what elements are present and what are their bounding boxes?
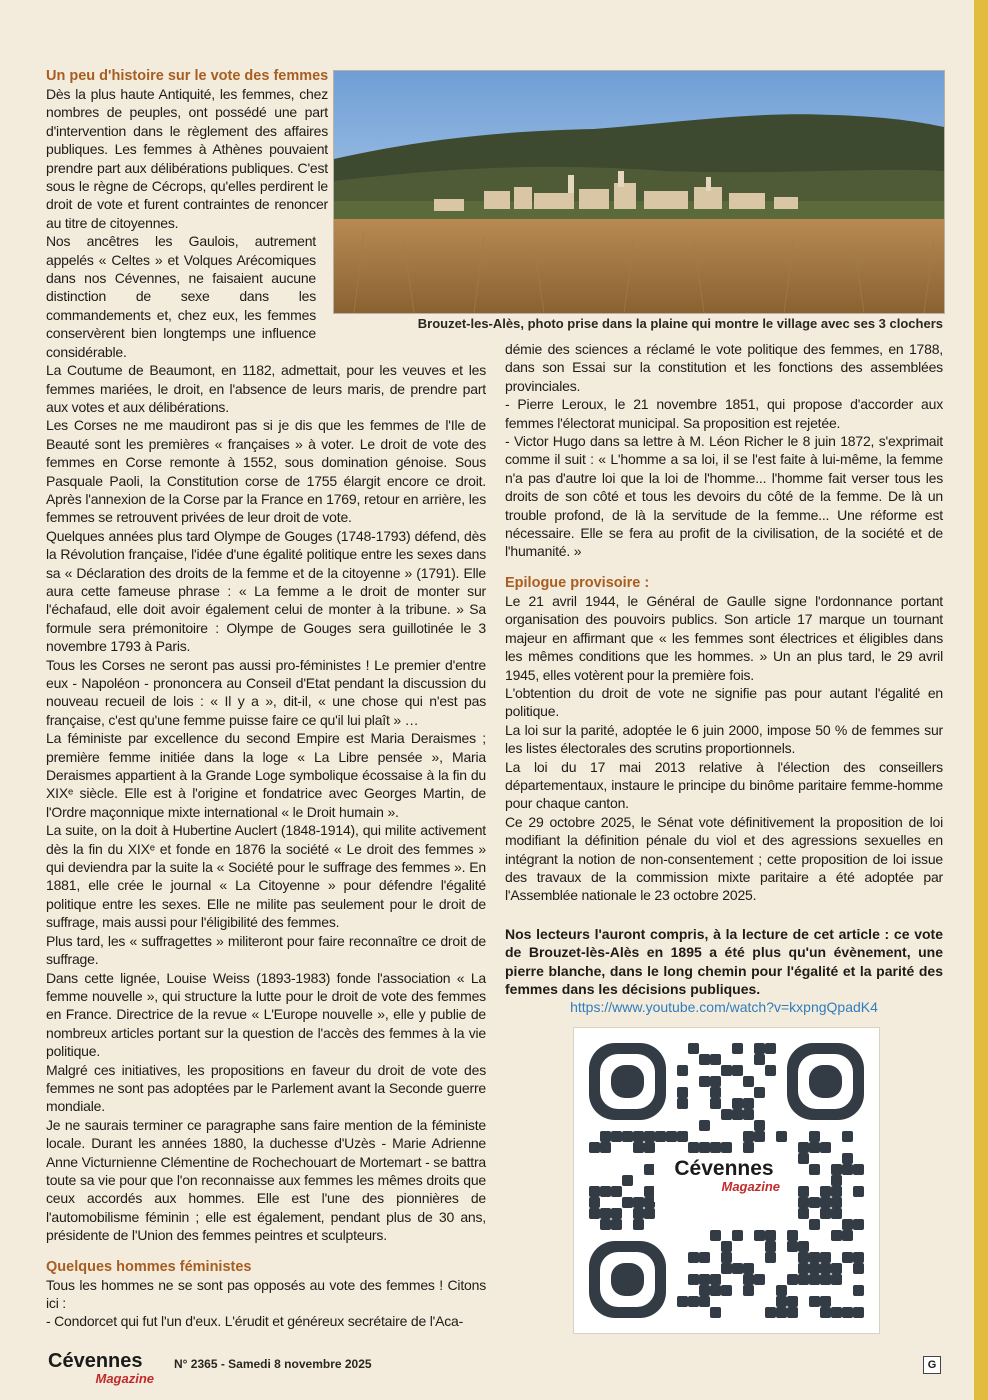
paragraph: Dès la plus haute Antiquité, les femmes, chez nombres de peuples, ont possédé une part d'intervention dans le règlement des affaires publiques. Les femmes à Athènes pouvaient prendre part aux délibérations publiques. C'est sous le règne de Cécrops, qu'elles perdirent le droit de vote et furent contraintes de renoncer au titre de citoyennes. <box>46 86 328 231</box>
qr-logo-name: Cévennes <box>674 1157 774 1180</box>
qr-logo-sub: Magazine <box>721 1179 780 1194</box>
paragraph: Les Corses ne me maudiront pas si je dis que les femmes de l'Ile de Beauté sont les premières « françaises » à voter. Le droit de vote des femmes en Corse remonte à 1552, sous domination génoise. Sous Pasquale Paoli, la Constitution corse de 1755 élargit encore ce droit. Après l'annexion de la Corse par la France en 1769, retour en arrière, les femmes se retrouvent privées de leur droit de vote. <box>46 417 486 526</box>
paragraph: Quelques années plus tard Olympe de Gouges (1748-1793) défend, dès la Révolution française, l'idée d'une égalité politique entre les sexes dans sa « Déclaration des droits de la femme et de la citoyenne » (1791). Elle aura cette fameuse phrase : « La femme a le droit de monter sur l'échafaud, elle doit avoir également celui de monter à la tribune. » Sa formule sera prémonitoire : Olympe de Gouges sera guillotinée le 3 novembre 1793 à Paris. <box>46 527 486 655</box>
paragraph: La Coutume de Beaumont, en 1182, admettait, pour les veuves et les femmes mariées, le droit, en l'absence de leurs maris, de prendre part aux votes et aux délibérations. <box>46 362 486 415</box>
paragraph: La loi du 17 mai 2013 relative à l'élection des conseillers départementaux, instaure le principe du binôme paritaire femme-homme pour chaque canton. <box>505 758 943 812</box>
section-heading-epilogue: Epilogue provisoire : <box>505 574 650 591</box>
paragraph: La féministe par excellence du second Empire est Maria Deraismes ; première femme initiée dans la loge « La Libre pensée », Maria Deraismes appartient à la Grande Loge symbolique écossaise à la fin du XIXᵉ siècle. Elle est à l'origine et fondatrice avec Georges Martin, de l'Ordre maçonnique mixte international « le Droit humain ». <box>46 730 486 820</box>
footer-logo <box>48 1350 160 1384</box>
village-photo <box>333 70 945 314</box>
paragraph: Dans cette lignée, Louise Weiss (1893-1983) fonde l'association « La femme nouvelle », qui structure la lutte pour le droit de vote des femmes en France. Directrice de la revue « L'Europe nouvelle », elle y publie de nombreux articles portant sur la question de l'accès des femmes à la vie politique. <box>46 969 486 1060</box>
paragraph: La suite, on la doit à Hubertine Auclert (1848-1914), qui milite activement dès la fin du XIXᵉ et fonde en 1876 la société « Le droit des femmes » qui deviendra par la suite la « Société pour le suffrage des femmes ». En 1881, elle crée le journal « La Citoyenne » pour défendre l'égalité politique entre les sexes. Elle ne milite pas seulement pour le droit de suffrage, mais aussi pour l'éligibilité des femmes. <box>46 822 486 931</box>
paragraph: La loi sur la parité, adoptée le 6 juin 2000, impose 50 % de femmes sur les listes électorales des scrutins proportionnels. <box>505 721 943 757</box>
paragraph: Je ne saurais terminer ce paragraphe sans faire mention de la féministe locale. Durant les années 1880, la duchesse d'Uzès - Marie Adrienne Anne Victurnienne Clémentine de Rochechouart de Mortemart - se battra toute sa vie pour que l'on reconnaisse aux femmes les mêmes droits que ceux accordés aux hommes. Elle est l'une des pionnières de l'automobilisme féminin ; elle est également, pendant plus de 30 ans, présidente de l'Union des femmes peintres et sculpteurs. <box>46 1116 486 1244</box>
paragraph: Le 21 avril 1944, le Général de Gaulle signe l'ordonnance portant organisation des pouvoirs publics. Son article 17 marque un tournant majeur en affirmant que « les femmes sont électrices et éligibles dans les mêmes conditions que les hommes. » Un an plus tard, le 29 avril 1945, elles votèrent pour la première fois. <box>505 592 943 683</box>
paragraph: Ce 29 octobre 2025, le Sénat vote définitivement la proposition de loi modifiant la définition pénale du viol et des agressions sexuelles en intégrant la notion de non-consentement ; cette proposition de loi issue des travaux de la commission mixte paritaire a été adoptée par l'Assemblée nationale le 23 octobre 2025. <box>505 813 943 904</box>
accent-bar <box>974 0 988 1400</box>
footer-logo-name: Cévennes <box>48 1350 143 1372</box>
closing-statement: Nos lecteurs l'auront compris, à la lecture de cet article : ce vote de Brouzet-lès-Alès en 1895 a été plus qu'un évènement, une pierre blanche, dans le long chemin pour l'égalité et la parité des femmes dans les décisions publiques. <box>505 925 943 997</box>
paragraph: - Condorcet qui fut l'un d'eux. L'érudit et généreux secrétaire de l'Aca- <box>46 1313 464 1330</box>
page-marker: G <box>923 1356 941 1374</box>
paragraph: Nos ancêtres les Gaulois, autrement appelés « Celtes » et Volques Arécomiques dans nos Cévennes, ne faisaient aucune distinction de sexe dans les commandements et, chez eux, les femmes conservèrent bien longtemps une influence considérable. <box>46 233 316 360</box>
paragraph: Tous les hommes ne se sont pas opposés au vote des femmes ! Citons ici : <box>46 1276 486 1311</box>
photo-caption: Brouzet-les-Alès, photo prise dans la plaine qui montre le village avec ses 3 clochers <box>417 316 943 331</box>
paragraph: L'obtention du droit de vote ne signifie pas pour autant l'égalité en politique. <box>505 684 943 720</box>
paragraph: - Victor Hugo dans sa lettre à M. Léon Richer le 8 juin 1872, s'exprimait comme il suit : « L'homme a sa loi, il se l'est faite à lui-même, la femme n'a pas d'autre loi que la loi de l'homme... l'homme fait verser tous les droits de son côté et tous les devoirs du côté de la femme. De là un trouble profond, de là la servitude de la femme... Une réforme est nécessaire. Elle se fera au profit de la civilisation, de la société et de l'humanité. » <box>505 433 943 560</box>
landscape-illustration <box>334 71 944 313</box>
paragraph: Malgré ces initiatives, les propositions en faveur du droit de vote des femmes ne sont pas adoptées par le Parlement avant la Seconde guerre mondiale. <box>46 1061 486 1115</box>
footer-logo-sub: Magazine <box>95 1371 154 1386</box>
qr-center-logo <box>654 1158 794 1202</box>
right-column <box>505 340 943 998</box>
paragraph: démie des sciences a réclamé le vote politique des femmes, en 1788, dans son Essai sur la constitution et les fonctions des assemblées provinciales. <box>505 341 943 394</box>
youtube-link[interactable]: https://www.youtube.com/watch?v=kxpngQpadK4 <box>570 999 878 1015</box>
section-heading-history: Un peu d'histoire sur le vote des femmes <box>46 68 329 84</box>
paragraph: Plus tard, les « suffragettes » militeront pour faire reconnaître ce droit de suffrage. <box>46 932 486 968</box>
paragraph: Tous les Corses ne seront pas aussi pro-féministes ! Le premier d'entre eux - Napoléon - prononcera au Conseil d'Etat pendant la discussion du nouveau recueil de lois : « Il y a », dit-il, « une chose qui n'est pas française, c'est qu'une femme puisse faire ce qu'il lui plaît » … <box>46 656 486 728</box>
paragraph: - Pierre Leroux, le 21 novembre 1851, qui propose d'accorder aux femmes l'électorat municipal. Sa proposition est rejetée. <box>505 396 943 431</box>
section-heading-men: Quelques hommes féministes <box>46 1258 252 1275</box>
issue-info: N° 2365 - Samedi 8 novembre 2025 <box>174 1357 372 1371</box>
